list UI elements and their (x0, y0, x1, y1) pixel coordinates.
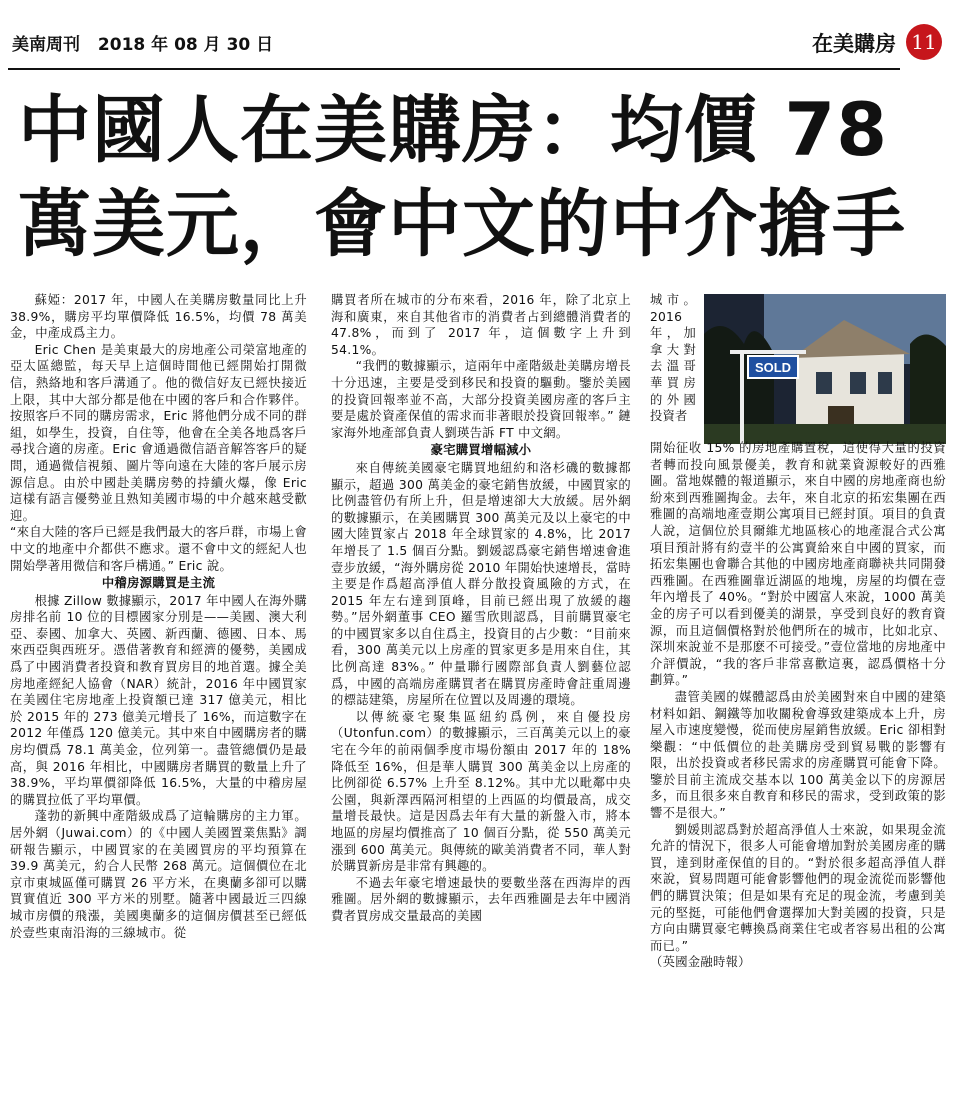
article-paragraph: Eric Chen 是美東最大的房地產公司榮富地產的亞太區總監，每天早上這個時間他已經開始打開微信，熱絡地和客戶溝通了。他的微信好友已經快接近上限，其中大部分都是他在中國的客戶和合作夥伴。按照客戶不同的購房需求，Eric 將他們分成不同的群組，如學生，投資，自住等，他會在全美各地爲客戶尋找合適的房產。Eric 會通過微信語音解答客戶的疑問，通過微信視頻、圖片等向遠在大陸的客戶展示房源信息。由於中國赴美購房勢的持續火爆，像 Eric 這樣有語言優勢並且熟知美國市場的中介越來越受歡迎。 (10, 342, 307, 523)
article-paragraph: 以傳統豪宅聚集區紐約爲例，來自優投房（Utonfun.com）的數據顯示，三百萬美元以上的豪宅在今年的前兩個季度市場份額由 2017 年的 18% 降低至 16%，但是華人購買 300 萬美金以上房產的比例卻從 6.57% 上升至 8.12%。其中尤以毗鄰中央公園，與新澤西隔河相望的上西區的均價最高，成交量增長最快。這是因爲去年有大量的新盤入市，將本地區的房屋均價推高了 10 個百分點，從 550 萬美元漲到 600 萬美元。與傳統的歐美消費者不同，華人對於購買新房是非常有興趣的。 (331, 709, 631, 874)
article-paragraph: 來自傳統美國豪宅購買地紐約和洛杉磯的數據都顯示，超過 300 萬美金的豪宅銷售放緩，中國買家的比例盡管仍有所上升，但是增速卻大大放緩。居外網的數據顯示，在美國購買 300 萬美元及以上豪宅的中國大陸買家占 2018 年全球買家的 4.8%，比 2017 年增長了 1.5 個百分點。劉媛認爲豪宅銷售增速會進壹步放緩，“海外購房從 2010 年開始快速增長，當時主要是作爲超高淨值人群分散投資風險的方式，在 2015 年左右達到頂峰，目前已經出現了放緩的趨勢。”居外網董事 CEO 羅雪欣則認爲，目前購買豪宅的中國買家多以自住爲主，投資目的占少數：“目前來看，300 萬美元以上房產的買家更多是用來自住，其比例高達 83%。” 仲量聯行國際部負責人劉藝位認爲，中國的高端房產購買者在購買房產時會註重周邊的標誌建築，房屋所在位置以及周邊的環境。 (331, 460, 631, 708)
article-paragraph: 開始征收 15% 的房地產購置稅，這使得大量的投資者轉而投向風景優美，教育和就業資源較好的西雅圖。當地媒體的報道顯示，來自中國的房地產商也紛紛來到西雅圖掏金。去年，來自北京的拓宏集團在西雅圖的高端地產壹期公寓項目已經封頂。項目的負責人說，這個位於貝爾維尤地區核心的地產混合式公寓項目預計將有約壹半的公寓賣給來自中國的買家，而拓宏集團也會聯合其他的中國房地產商聯袂共同開發西雅圖。在西雅圖靠近湖區的地塊，房屋的均價在壹年內增長了 40%。“對於中國富人來說，1000 萬美金的房子可以看到優美的湖景，享受到良好的教育資源，而且這個價格對於他們所在的城市，比如北京、深圳來說並不是那麽不可接受。”壹位當地的房地產中介評價說，“我的客戶非常喜歡這裏，認爲價格十分劃算。” (650, 441, 946, 688)
column-3-wrap-text: 城市。2016 年，加拿大對去溫哥華買房的外國投資者 (650, 293, 696, 424)
subheading: 中稽房源購買是主流 (101, 576, 216, 591)
headline-line-1: 中國人在美購房：均價 78 (18, 88, 889, 173)
article-paragraph: 盡管美國的媒體認爲由於美國對來自中國的建築材料如鋁、鋼鐵等加收關稅會導致建築成本上升，房屋入市速度變慢，從而使房屋銷售放緩。Eric 卻相對樂觀：“中低價位的赴美購房受到貿易戰的影響有限，出於投資或者移民需求的房產購買可能會下降。鑒於目前主流成交基本以 100 萬美金以下的房源居多，而且很多來自教育和移民的需求，受到政策的影響不是很大。” (650, 689, 946, 821)
article-paragraph: 根據 Zillow 數據顯示，2017 年中國人在海外購房排名前 10 位的目標國家分別是——美國、澳大利亞、泰國、加拿大、英國、新西蘭、德國、日本、馬來西亞與西班牙。憑借著教育和經濟的優勢，美國成爲了中國消費者投資和教育買房目的地首選。據全美房地產經紀人協會（NAR）統計，2016 年中國買家在美國住宅房地產上投資額已達 317 億美元，相比於 2015 年的 273 億美元增長了 16%，而這數字在 2012 年僅爲 120 億美元。其中來自中國購房者的購房均價爲 78.1 萬美金，位列第一。盡管總價仍是最高，與 2016 年相比，中國購房者購買的數量上升了 38.9%，平均單價卻降低 16.5%，大量的中稽房屋的購買拉低了平均單價。 (10, 593, 307, 807)
article-paragraph: 購買者所在城市的分布來看，2016 年，除了北京上海和廣東，來自其他省市的消費者占到總體消費者的 47.8%，而到了 2017 年，這個數字上升到 54.1%。 (331, 293, 631, 357)
article-paragraph: （英國金融時報） (650, 955, 751, 970)
issue-date: 2018 年 08 月 30 日 (97, 35, 274, 55)
article-paragraph: 不過去年豪宅增速最快的要數坐落在西海岸的西雅圖。居外網的數據顯示，去年西雅圖是去年中國消費者買房成交量最高的美國 (331, 875, 631, 923)
headline (18, 84, 948, 272)
article-paragraph: 蓬勃的新興中產階級成爲了這輪購房的主力軍。居外網（Juwai.com）的《中國人美國置業焦點》調研報告顯示，中國買家的在美國買房的平均預算在 39.9 萬美元，約合人民幣 268 萬元。這個價位在北京市東城區僅可購買 26 平方米，在奧蘭多卻可以購買實值近 300 平方米的別墅。隨著中國最近三四線城市房價的飛漲，美國奧蘭多的這個房價甚至已經低於壹些東南沿海的三線城市。從 (10, 809, 307, 940)
article-column-3 (650, 292, 946, 971)
section-title: 在美購房 (812, 32, 896, 56)
page-header (8, 24, 948, 70)
subheading: 豪宅購買增幅減小 (430, 443, 532, 458)
article-paragraph: 劉媛則認爲對於超高淨值人士來說，如果現金流允許的情況下，很多人可能會增加對於美國房產的購買，達到財產保值的目的。“對於很多超高淨值人群來說，貿易問題可能會影響他們的現金流從而影響他們的購買決策；但是如果有充足的現金流，考慮到美元的堅挺，可能他們會選擇加大對美國的投資，只是方向由購買豪宅轉換爲商業住宅或者容易出租的公寓而已。” (650, 822, 946, 953)
article-column-2 (331, 292, 631, 925)
article-paragraph: 蘇婭：2017 年，中國人在美購房數量同比上升 38.9%，購房平均單價降低 16.5%，均價 78 萬美金，中產成爲主力。 (10, 293, 307, 341)
masthead (12, 30, 273, 55)
header-rule (8, 68, 900, 70)
article-paragraph: “我們的數據顯示，這兩年中產階級赴美購房增長十分迅速，主要是受到移民和投資的驅動。鑒於美國的投資回報率並不高，大部分投資美國房產的客戶主要是處於資產保值的需求而非著眼於投資回報率。” 鏈家海外地產部負責人劉瑛告訴 FT 中文網。 (331, 359, 631, 440)
article-paragraph: “來自大陸的客戶已經是我們最大的客戶群，市場上會中文的地產中介都供不應求。還不會中文的經紀人也開始學著用微信和客戶構通。” Eric 說。 (10, 525, 307, 573)
page-number-badge: 11 (906, 24, 942, 60)
headline-line-2: 萬美元，會中文的中介搶手 (18, 182, 906, 267)
publication-name: 美南周刊 (12, 35, 80, 55)
article-column-1 (10, 292, 307, 941)
sold-sign-text: SOLD (754, 360, 792, 375)
